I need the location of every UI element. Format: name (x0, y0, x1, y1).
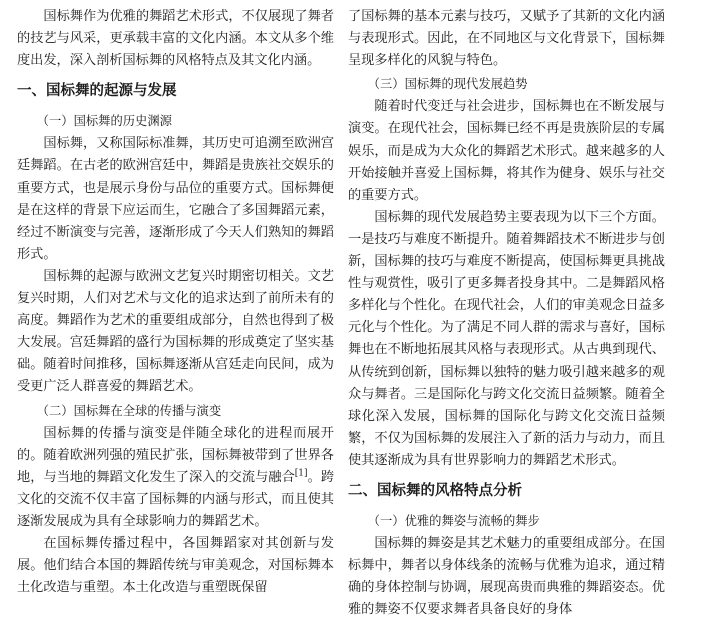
paragraph-text: 国标舞的传播与演变是伴随全球化的进程而展开的。随着欧洲列强的殖民扩张，国标舞被带到了世界各地，与当地的舞蹈文化发生了深入的交流与融合 (17, 425, 334, 485)
body-paragraph: 了国标舞的基本元素与技巧，又赋予了其新的文化内涵与表现形式。因此，在不同地区与文化背景下，国标舞呈现多样化的风貌与特色。 (348, 9, 665, 69)
left-column (17, 6, 334, 599)
section-heading: 二、国标舞的风格特点分析 (348, 482, 522, 499)
subsection-heading: （二）国标舞在全球的传播与演变 (36, 403, 222, 418)
section-heading: 一、国标舞的起源与发展 (17, 83, 177, 100)
subsection-heading: （三）国标舞的现代发展趋势 (367, 77, 528, 92)
body-paragraph: 在国标舞传播过程中，各国舞蹈家对其创新与发展。他们结合本国的舞蹈传统与审美观念，对国标舞本土化改造与重塑。本土化改造与重塑既保留 (17, 536, 334, 596)
right-column (348, 6, 665, 621)
body-paragraph: 国标舞的起源与欧洲文艺复兴时期密切相关。文艺复兴时期，人们对艺术与文化的追求达到了前所未有的高度。舞蹈作为艺术的重要组成部分，自然也得到了极大发展。宫廷舞蹈的盛行为国标舞的形成奠定了坚实基础。随着时间推移，国标舞逐渐从宫廷走向民间，成为受更广泛人群喜爱的舞蹈艺术。 (17, 268, 334, 395)
body-paragraph (17, 423, 334, 533)
subsection-heading: （一）优雅的舞姿与流畅的舞步 (367, 513, 540, 528)
intro-paragraph: 国标舞作为优雅的舞蹈艺术形式，不仅展现了舞者的技艺与风采，更承载丰富的文化内涵。本文从多个维度出发，深入剖析国标舞的风格特点及其文化内涵。 (17, 9, 334, 69)
body-paragraph: 国标舞的现代发展趋势主要表现为以下三个方面。一是技巧与难度不断提升。随着舞蹈技术不断进步与创新，国标舞的技巧与难度不断提高，使国标舞更具挑战性与观赏性，吸引了更多舞者投身其中。二是舞蹈风格多样化与个性化。在现代社会，人们的审美观念日益多元化与个性化。为了满足不同人群的需求与喜好，国标舞也在不断地拓展其风格与表现形式。从古典到现代、从传统到创新，国标舞以独特的魅力吸引越来越多的观众与舞者。三是国际化与跨文化交流日益频繁。随着全球化深入发展，国标舞的国际化与跨文化交流日益频繁，不仅为国标舞的发展注入了新的活力与动力，而且使其逐渐成为具有世界影响力的舞蹈艺术形式。 (348, 209, 665, 468)
paragraph-text: 。跨文化的交流不仅丰富了国标舞的内涵与形式，而且使其逐渐发展成为具有全球影响力的舞蹈艺术。 (17, 469, 335, 529)
body-paragraph: 国标舞的舞姿是其艺术魅力的重要组成部分。在国标舞中，舞者以身体线条的流畅与优雅为追求，通过精确的身体控制与协调，展现高贵而典雅的舞蹈姿态。优雅的舞姿不仅要求舞者具备良好的身体 (348, 536, 665, 618)
subsection-heading: （一）国标舞的历史渊源 (36, 114, 172, 129)
body-paragraph: 国标舞，又称国际标准舞，其历史可追溯至欧洲宫廷舞蹈。在古老的欧洲宫廷中，舞蹈是贵族社交娱乐的重要方式，也是展示身份与品位的重要方式。国标舞便是在这样的背景下应运而生，它融合了多国舞蹈元素，经过不断演变与完善，逐渐形成了今天人们熟知的舞蹈形式。 (17, 136, 334, 262)
citation-marker[interactable]: [1] (294, 468, 308, 479)
body-paragraph: 随着时代变迁与社会进步，国标舞也在不断发展与演变。在现代社会，国标舞已经不再是贵族阶层的专属娱乐，而是成为大众化的舞蹈艺术形式。越来越多的人开始接触并喜爱上国标舞，将其作为健身、娱乐与社交的重要方式。 (348, 99, 665, 203)
